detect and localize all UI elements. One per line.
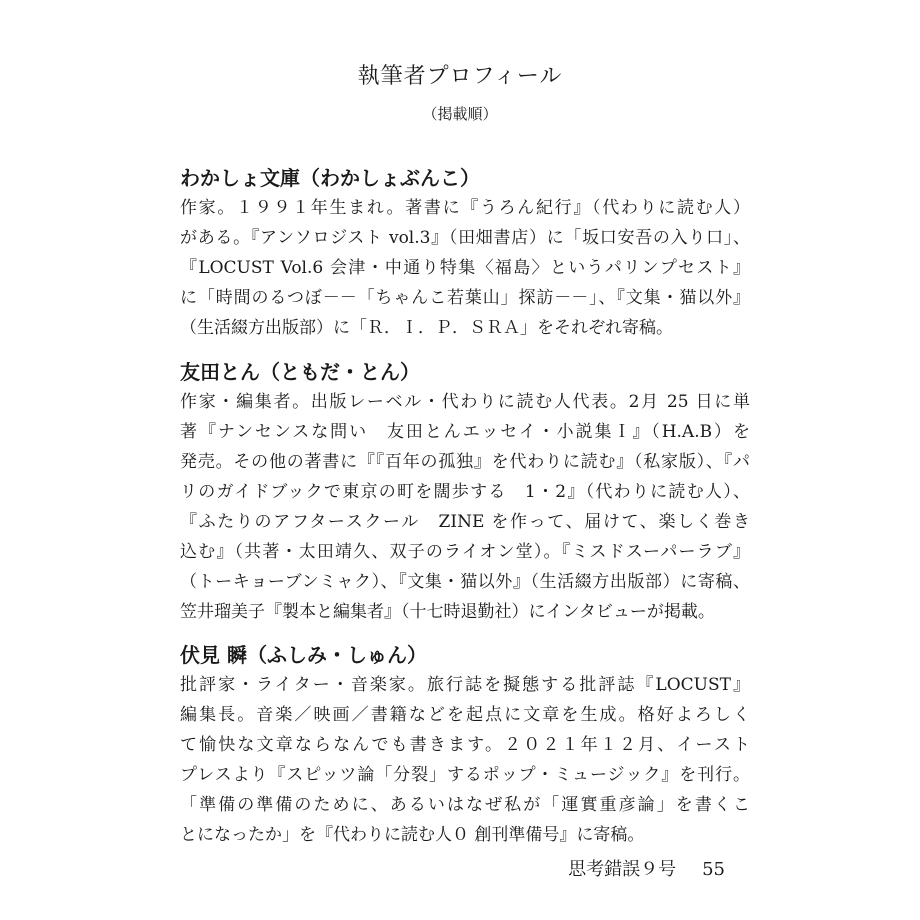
profile-line: がある。『アンソロジスト vol.3』（田畑書店）に「坂口安吾の入り口」、 <box>180 228 750 248</box>
publication-title: 思考錯誤９号 <box>568 859 677 880</box>
page-number: 55 <box>702 859 725 880</box>
profile-line: 込む』（共著・太田靖久、双子のライオン堂）。『ミスドスーパーラブ』 <box>180 542 750 562</box>
profile-line: 笠井瑠美子『製本と編集者』（十七時退勤社）にインタビューが掲載。 <box>180 602 715 622</box>
profile-line: 作家・編集者。出版レーベル・代わりに読む人代表。2月 25 日に単 <box>180 392 750 412</box>
page-subtitle: （掲載順） <box>422 105 498 123</box>
profile-line: 批評家・ライター・音楽家。旅行誌を擬態する批評誌『LOCUST』 <box>180 675 750 695</box>
profile-line: 発売。その他の著書に『『百年の孤独』を代わりに読む』（私家版）、『パ <box>180 452 750 472</box>
profile-line: 編集長。音楽／映画／書籍などを起点に文章を生成。格好よろしく <box>180 705 750 725</box>
profile-line: とになったか」を『代わりに読む人０ 創刊準備号』に寄稿。 <box>180 825 645 845</box>
profile-entry-fushimi <box>180 640 750 850</box>
page-footer <box>568 855 725 885</box>
profile-line: リのガイドブックで東京の町を闊歩する 1・2』（代わりに読む人）、 <box>180 482 750 502</box>
profile-line: 作家。１９９１年生まれ。著書に『うろん紀行』（代わりに読む人） <box>180 198 750 218</box>
author-name: わかしょ文庫（わかしょぶんこ） <box>180 166 480 190</box>
profile-entry-tomoda <box>180 357 750 627</box>
profile-line: に「時間のるつぼ－－「ちゃんこ若葉山」探訪－－」、『文集・猫以外』 <box>180 288 750 308</box>
profile-line: 著『ナンセンスな問い 友田とんエッセイ・小説集Ｉ』（H.A.B）を <box>180 422 750 442</box>
profile-line: て愉快な文章ならなんでも書きます。２０２１年１２月、イースト <box>180 735 750 755</box>
author-name: 友田とん（ともだ・とん） <box>180 360 420 384</box>
page-title: 執筆者プロフィール <box>357 64 563 89</box>
profile-line: （生活綴方出版部）に「Ｒ．Ｉ．Ｐ．ＳＲＡ」をそれぞれ寄稿。 <box>180 318 673 338</box>
profile-entry-wakasho <box>180 163 750 343</box>
profile-line: 『ふたりのアフタースクール ZINE を作って、届けて、楽しく巻き <box>180 512 750 532</box>
profile-line: 『LOCUST Vol.6 会津・中通り特集〈福島〉というパリンプセスト』 <box>180 258 750 278</box>
profile-line: 「準備の準備のために、あるいはなぜ私が「運實重彦論」を書くこ <box>180 795 750 815</box>
profile-line: （トーキョーブンミャク）、『文集・猫以外』（生活綴方出版部）に寄稿、 <box>180 572 750 592</box>
author-name: 伏見 瞬（ふしみ・しゅん） <box>180 643 427 667</box>
profile-line: プレスより『スピッツ論「分裂」するポップ・ミュージック』を刊行。 <box>180 765 750 785</box>
